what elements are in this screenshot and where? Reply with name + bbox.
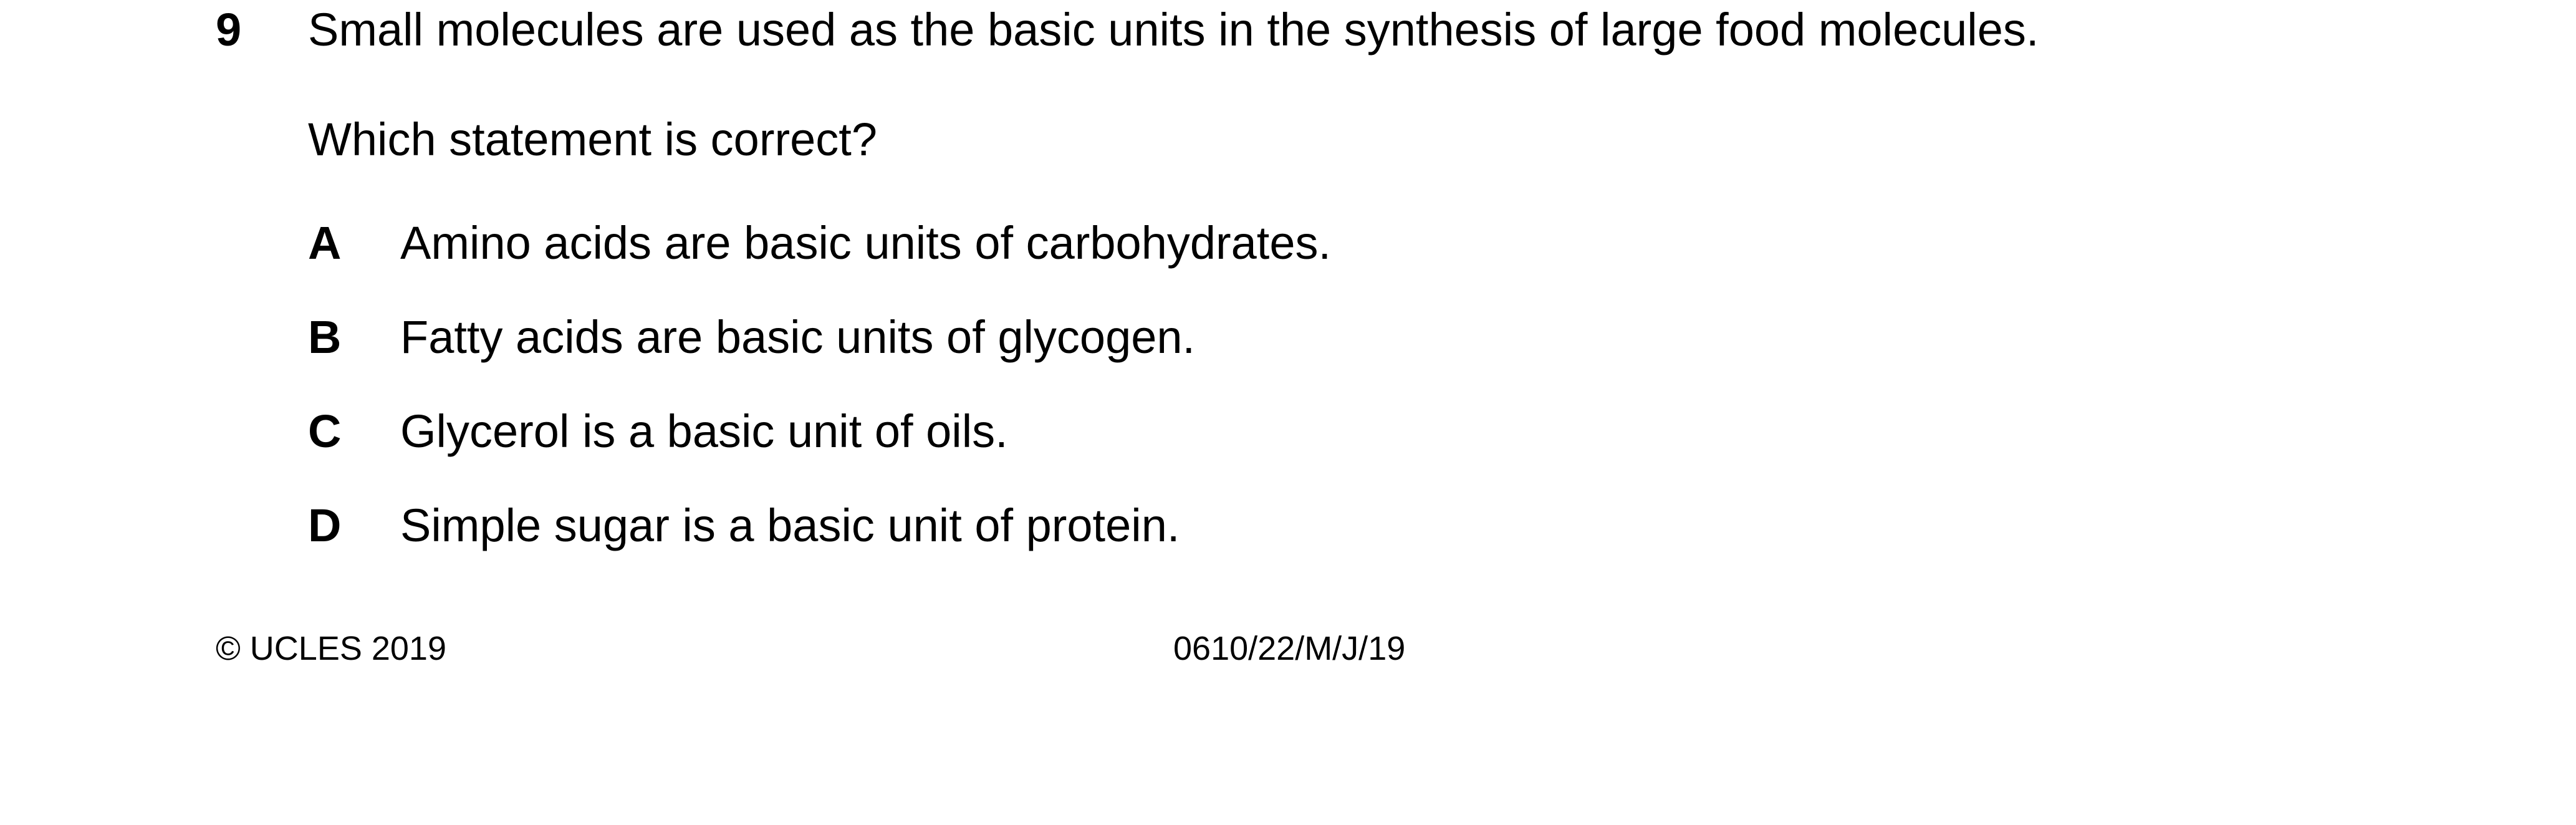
option-letter: B xyxy=(308,311,342,363)
question-stem: Small molecules are used as the basic units in the synthesis of large food molecules. xyxy=(308,4,2039,55)
option-text: Amino acids are basic units of carbohydrates. xyxy=(400,217,1332,269)
option-letter: D xyxy=(308,499,342,551)
option-text: Glycerol is a basic unit of oils. xyxy=(400,405,1008,457)
question-number: 9 xyxy=(216,4,242,55)
option-letter: A xyxy=(308,217,342,269)
copyright-notice: © UCLES 2019 xyxy=(216,630,446,667)
paper-code: 0610/22/M/J/19 xyxy=(1173,630,1406,667)
option-text: Simple sugar is a basic unit of protein. xyxy=(400,499,1180,551)
question-prompt: Which statement is correct? xyxy=(308,113,877,165)
option-letter: C xyxy=(308,405,342,457)
option-text: Fatty acids are basic units of glycogen. xyxy=(400,311,1196,363)
